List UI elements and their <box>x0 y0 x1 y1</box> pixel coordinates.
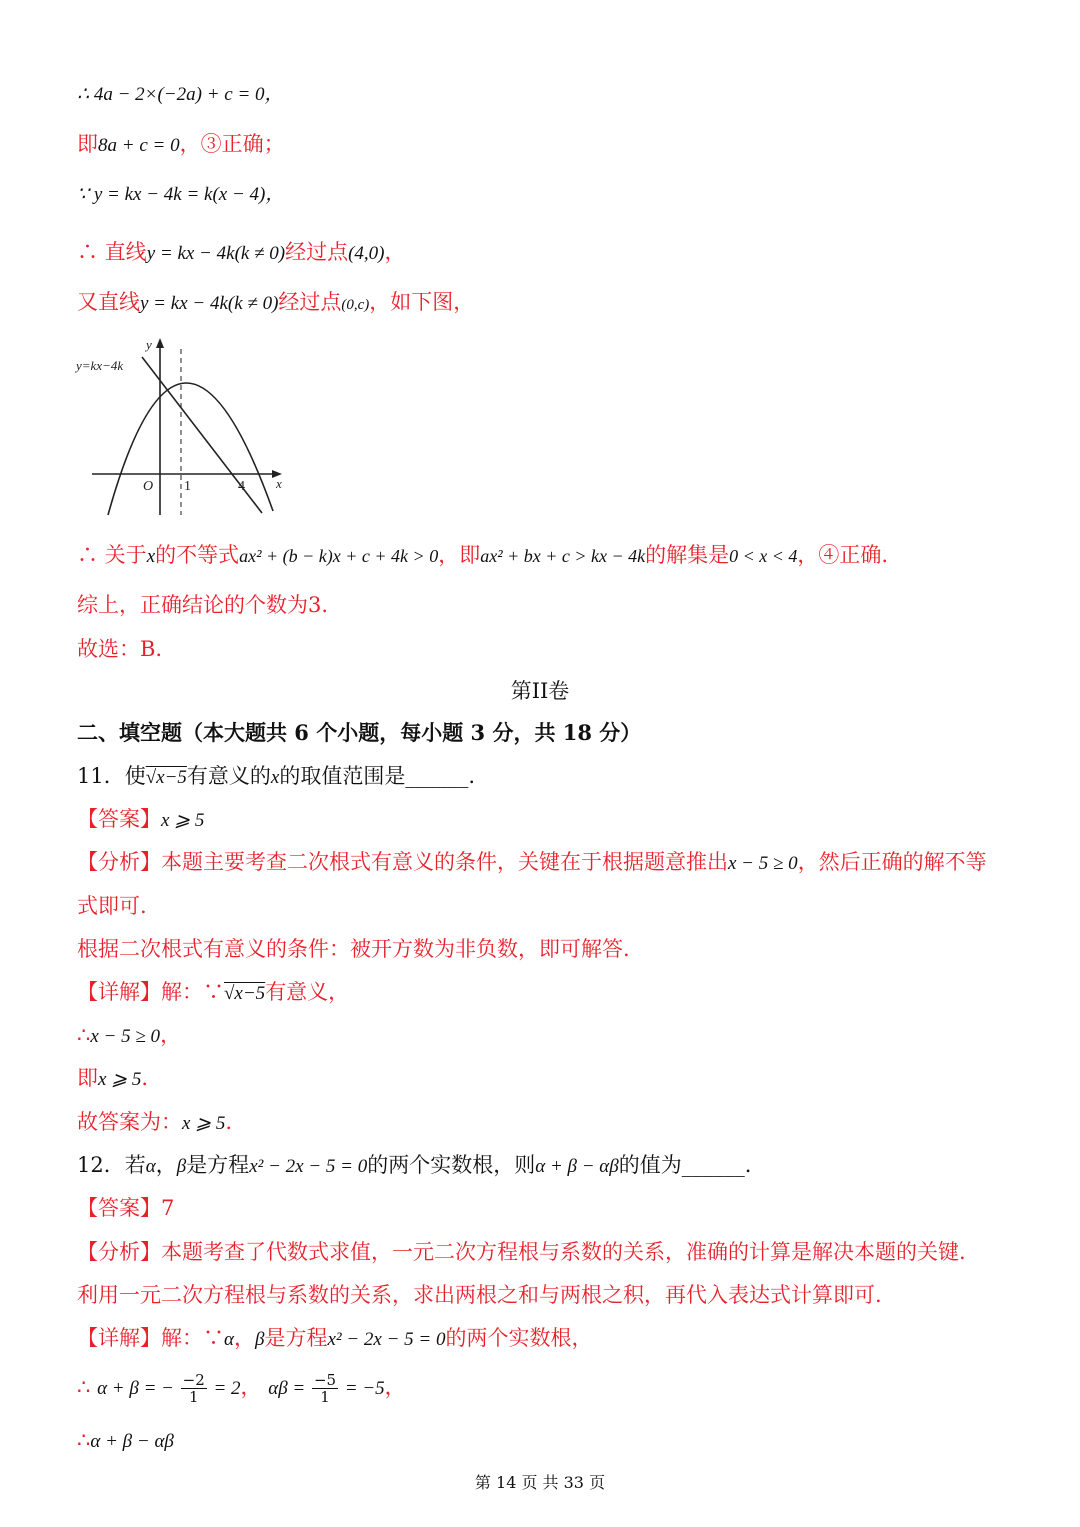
derivation-line-2 <box>77 129 285 161</box>
text: ，④正确. <box>797 543 889 567</box>
tag: 【答案】 <box>77 1196 161 1220</box>
text: ，③正确； <box>179 132 285 156</box>
text: 的两个实数根， <box>445 1326 593 1350</box>
result: = 2 <box>213 1378 241 1399</box>
q12-analysis-1 <box>77 1237 966 1267</box>
text: 的值为______. <box>618 1153 752 1177</box>
parabola-line-figure <box>70 335 300 520</box>
text: ，然后正确的解不等 <box>797 850 987 874</box>
q12-detail-3 <box>77 1425 174 1457</box>
tag: 【答案】 <box>77 807 161 831</box>
fraction-1 <box>181 1372 207 1405</box>
text: ， <box>384 1375 406 1399</box>
text: ∴ <box>77 1375 91 1399</box>
text: 12．若 <box>77 1153 146 1177</box>
var: x <box>146 546 156 567</box>
q11-detail-1 <box>77 977 349 1009</box>
tick-1-label: 1 <box>184 479 191 494</box>
q12-analysis-2: 利用一元二次方程根与系数的关系，求出两根之和与两根之积，再代入表达式计算即可. <box>77 1283 882 1307</box>
text: . <box>141 1066 149 1090</box>
text: 即 <box>77 1066 98 1090</box>
tag: 【详解】 <box>77 1326 161 1350</box>
point: (4,0) <box>348 243 385 264</box>
text: 的取值范围是______. <box>279 764 476 788</box>
inequality: ax² + (b − k)x + c + 4k > 0 <box>239 546 439 566</box>
text: 的解集是 <box>645 543 730 567</box>
tag: 【详解】 <box>77 980 161 1004</box>
expression: αβ = <box>268 1378 306 1399</box>
answer: x ⩾ 5 <box>161 810 205 831</box>
q11-detail-4 <box>77 1107 232 1139</box>
equation: 8a + c = 0 <box>98 135 180 156</box>
q11-analysis-2: 式即可. <box>77 894 147 918</box>
expression: α + β = − <box>97 1378 174 1399</box>
text: ， <box>384 240 406 264</box>
text: ， <box>240 1375 262 1399</box>
text: ∴ <box>77 1428 91 1452</box>
equation: x² − 2x − 5 = 0 <box>249 1156 368 1177</box>
var: β <box>254 1329 265 1350</box>
tag: 【分析】 <box>77 850 161 874</box>
text: ，即 <box>438 543 481 567</box>
sqrt-expr: √x−5 <box>224 983 266 1004</box>
text: 的两个实数根，则 <box>367 1153 536 1177</box>
text: ∴ 直线 <box>77 240 147 264</box>
result: = −5 <box>344 1378 385 1399</box>
text: 11．使 <box>77 764 146 788</box>
derivation-line-5 <box>77 287 474 320</box>
var: α <box>145 1156 156 1177</box>
q11-detail-3 <box>77 1063 148 1095</box>
q11-detail-2 <box>77 1020 181 1052</box>
text: ∴ <box>77 1023 91 1047</box>
q11-analysis-3: 根据二次根式有意义的条件：被开方数为非负数，即可解答. <box>77 937 630 961</box>
choice-line: 故选：B. <box>77 637 163 661</box>
text: 有意义， <box>265 980 350 1004</box>
text: 故答案为： <box>77 1110 182 1134</box>
derivation-line-1 <box>77 78 284 110</box>
text: 又直线 <box>77 290 140 314</box>
solution: 0 < x < 4 <box>729 546 798 566</box>
text: 有意义的 <box>186 764 271 788</box>
origin-label: O <box>143 479 154 494</box>
text: ，如下图， <box>369 290 475 314</box>
inequality: x − 5 ≥ 0 <box>90 1026 161 1047</box>
text: 本题主要考查二次根式有意义的条件，关键在于根据题意推出 <box>161 850 728 874</box>
text: ， <box>160 1023 182 1047</box>
numerator: −2 <box>182 1371 205 1389</box>
text: 是方程 <box>264 1326 328 1350</box>
sqrt-expr: √x−5 <box>145 767 187 788</box>
fraction-2 <box>312 1372 338 1405</box>
text: 解：∵ <box>161 980 224 1004</box>
text: 经过点 <box>285 240 349 264</box>
volume-title: 第II卷 <box>510 679 570 703</box>
q12-detail-2 <box>77 1372 406 1412</box>
text: ∴ 关于 <box>77 543 147 567</box>
answer: x ⩾ 5 <box>182 1113 226 1134</box>
text: ， <box>155 1153 177 1177</box>
expression: α + β − αβ <box>535 1156 619 1177</box>
line-label: y=kx−4k <box>76 358 124 373</box>
conclusion-line-4 <box>77 540 888 572</box>
answer: 7 <box>161 1196 175 1220</box>
numerator: −5 <box>313 1371 337 1389</box>
equation: ∵ y = kx − 4k = k(x − 4)， <box>77 184 285 205</box>
equation: x² − 2x − 5 = 0 <box>327 1329 446 1350</box>
expression: α + β − αβ <box>90 1431 174 1452</box>
text: 即 <box>77 132 98 156</box>
denominator: 1 <box>188 1388 199 1406</box>
equation: ∴ 4a − 2×(−2a) + c = 0， <box>77 84 284 105</box>
q12-detail-1 <box>77 1323 592 1355</box>
x-label: x <box>276 476 282 491</box>
y-label: y <box>146 337 152 352</box>
derivation-line-3 <box>77 178 284 210</box>
inequality: ax² + bx + c > kx − 4k <box>480 546 646 566</box>
q11-stem <box>77 761 475 793</box>
tag: 【分析】 <box>77 1240 161 1264</box>
y-axis-arrow <box>156 338 164 348</box>
equation: y = kx − 4k(k ≠ 0) <box>140 293 279 314</box>
point: (0,c) <box>341 297 370 313</box>
text: 本题考查了代数式求值，一元二次方程根与系数的关系，准确的计算是解决本题的关键. <box>161 1240 966 1264</box>
var: α <box>224 1329 234 1350</box>
equation: y = kx − 4k(k ≠ 0) <box>146 243 286 264</box>
text: 解：∵ <box>161 1326 224 1350</box>
q12-stem <box>77 1150 751 1182</box>
tick-4-label: 4 <box>238 479 245 494</box>
page-footer: 第 14 页 共 33 页 <box>474 1473 606 1492</box>
var: β <box>176 1156 187 1177</box>
text: . <box>225 1110 233 1134</box>
var: x <box>270 767 280 788</box>
text: 经过点 <box>278 290 342 314</box>
summary-line: 综上，正确结论的个数为3. <box>77 593 329 617</box>
q11-answer <box>77 804 204 836</box>
inequality: x − 5 ≥ 0 <box>728 853 798 874</box>
q11-analysis-1 <box>77 847 987 879</box>
q12-answer <box>77 1193 174 1223</box>
text: ， <box>233 1326 255 1350</box>
derivation-line-4 <box>77 237 405 269</box>
text: 是方程 <box>186 1153 250 1177</box>
inequality: x ⩾ 5 <box>98 1069 142 1090</box>
text: 的不等式 <box>155 543 240 567</box>
section-heading: 二、填空题（本大题共 6 个小题，每小题 3 分，共 18 分） <box>77 720 642 745</box>
denominator: 1 <box>320 1388 330 1406</box>
